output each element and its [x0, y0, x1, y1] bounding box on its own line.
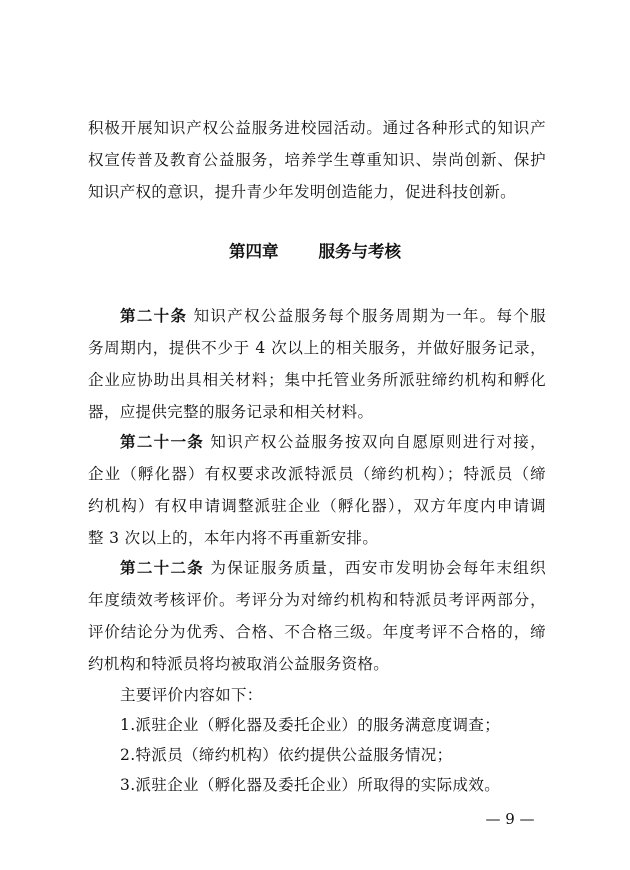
evaluation-item: 3.派驻企业（孵化器及委托企业）所取得的实际成效。 [120, 776, 501, 794]
chapter-heading [0, 242, 630, 262]
article-line: 评价结论分为优秀、合格、不合格三级。年度考评不合格的，缔 [88, 623, 546, 641]
evaluation-item: 2.特派员（缔约机构）依约提供公益服务情况； [120, 746, 453, 764]
article-line: 整 3 次以上的，本年内将不再重新安排。 [88, 529, 379, 547]
article-text: 知识产权公益服务按双向自愿原则进行对接， [210, 433, 546, 451]
article-heading: 第二十条 [120, 307, 188, 325]
evaluation-item: 1.派驻企业（孵化器及委托企业）的服务满意度调查； [120, 716, 501, 734]
evaluation-intro: 主要评价内容如下： [120, 686, 263, 704]
article-first-line [120, 306, 546, 326]
article-line: 企业应协助出具相关材料；集中托管业务所派驻缔约机构和孵化 [88, 371, 546, 389]
article-first-line [120, 432, 546, 452]
article-line: 年度绩效考核评价。考评分为对缔约机构和特派员考评两部分， [88, 591, 546, 609]
article-line: 器，应提供完整的服务记录和相关材料。 [88, 403, 374, 421]
article-line: 务周期内，提供不少于 4 次以上的相关服务，并做好服务记录， [88, 339, 546, 357]
article-text: 为保证服务质量，西安市发明协会每年末组织 [210, 559, 546, 577]
article-text: 知识产权公益服务每个服务周期为一年。每个服 [193, 307, 547, 325]
article-heading: 第二十一条 [120, 433, 205, 451]
article-first-line [120, 558, 546, 578]
article-line: 约机构）有权申请调整派驻企业（孵化器），双方年度内申请调 [88, 497, 546, 515]
article-line: 约机构和特派员将均被取消公益服务资格。 [88, 655, 390, 673]
article-line: 企业（孵化器）有权要求改派特派员（缔约机构）；特派员（缔 [88, 465, 546, 483]
article-heading: 第二十二条 [120, 559, 205, 577]
chapter-title: 服务与考核 [318, 242, 401, 261]
chapter-number: 第四章 [229, 242, 279, 261]
intro-line: 知识产权的意识，提升青少年发明创造能力，促进科技创新。 [88, 183, 516, 201]
intro-line: 权宣传普及教育公益服务，培养学生尊重知识、崇尚创新、保护 [88, 151, 546, 169]
page-number: — 9 — [485, 810, 535, 828]
intro-line: 积极开展知识产权公益服务进校园活动。通过各种形式的知识产 [88, 119, 546, 137]
